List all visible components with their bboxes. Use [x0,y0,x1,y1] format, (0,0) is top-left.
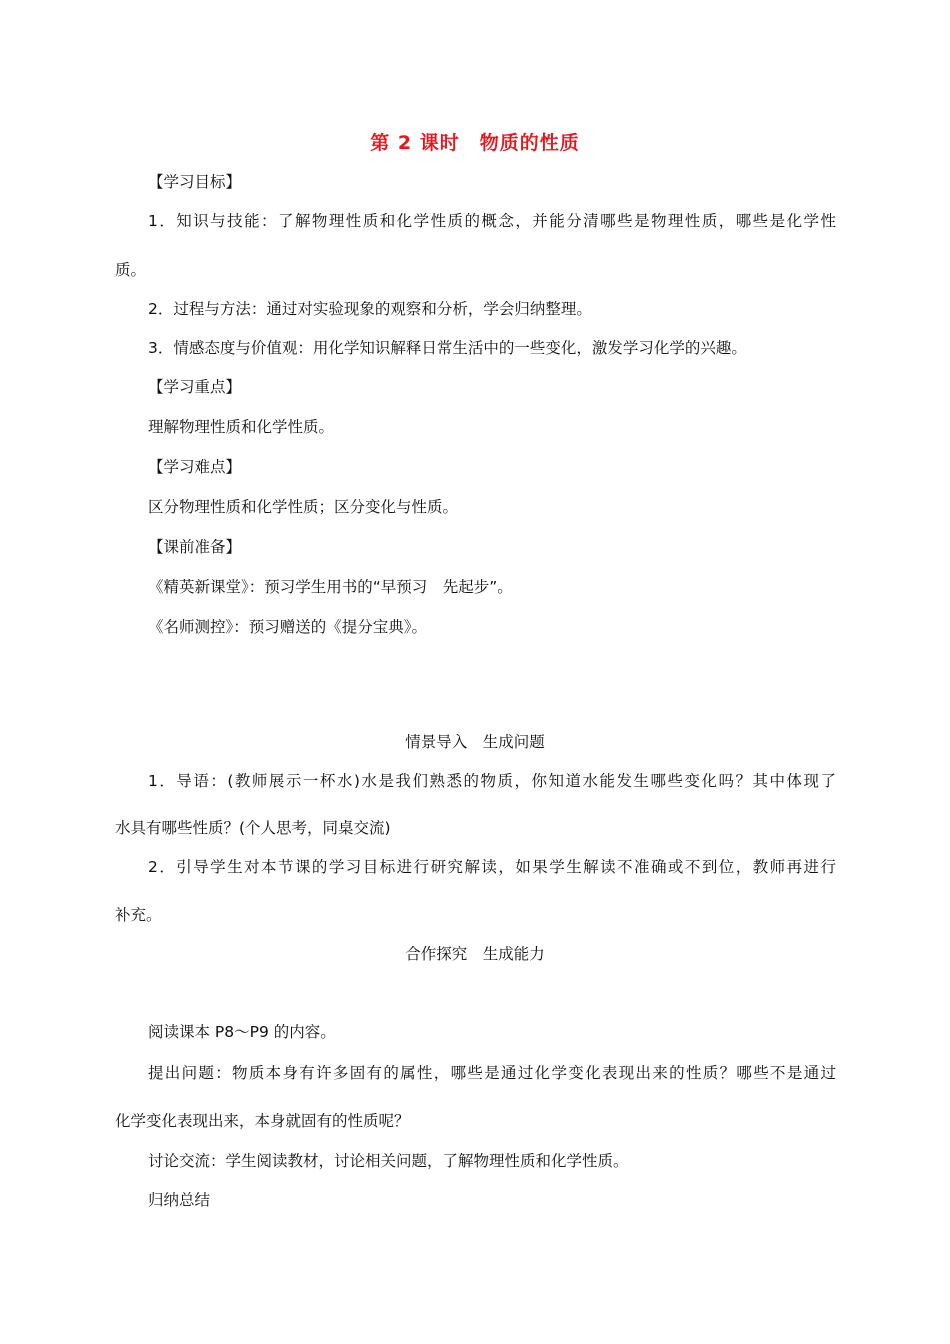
explore-reading: 阅读课本 P8～P9 的内容。 [148,1023,336,1041]
intro-item-2-line-1: 2．引导学生对本节课的学习目标进行研究解读，如果学生解读不准确或不到位，教师再进行 [148,858,836,876]
intro-item-1-line-1: 1．导语：(教师展示一杯水)水是我们熟悉的物质，你知道水能发生哪些变化吗？其中体现了 [148,772,836,790]
objective-2: 2．过程与方法：通过对实验现象的观察和分析，学会归纳整理。 [148,300,592,318]
explore-heading: 合作探究 生成能力 [405,945,545,963]
preparation-heading: 【课前准备】 [148,538,242,556]
preparation-line-1: 《精英新课堂》：预习学生用书的“早预习 先起步”。 [148,578,513,596]
explore-summary: 归纳总结 [148,1191,211,1209]
difficulties-heading: 【学习难点】 [148,458,242,476]
page-title: 第 2 课时 物质的性质 [370,132,580,154]
key-points-heading: 【学习重点】 [148,378,242,396]
key-points-text: 理解物理性质和化学性质。 [148,418,335,436]
explore-question-line-1: 提出问题：物质本身有许多固有的属性，哪些是通过化学变化表现出来的性质？哪些不是通过 [148,1064,836,1082]
explore-discussion: 讨论交流：学生阅读教材，讨论相关问题，了解物理性质和化学性质。 [148,1152,629,1170]
objective-1-line-2: 质。 [115,261,147,279]
explore-question-line-2: 化学变化表现出来，本身就固有的性质呢？ [115,1112,410,1130]
difficulties-text: 区分物理性质和化学性质；区分变化与性质。 [148,498,459,516]
preparation-line-2: 《名师测控》：预习赠送的《提分宝典》。 [148,618,428,636]
intro-heading: 情景导入 生成问题 [405,733,545,751]
objective-1-line-1: 1．知识与技能：了解物理性质和化学性质的概念，并能分清哪些是物理性质，哪些是化学性 [148,212,836,230]
objective-3: 3．情感态度与价值观：用化学知识解释日常生活中的一些变化，激发学习化学的兴趣。 [148,339,747,357]
intro-item-1-line-2: 水具有哪些性质？(个人思考，同桌交流) [115,819,391,837]
objectives-heading: 【学习目标】 [148,173,242,191]
intro-item-2-line-2: 补充。 [115,906,162,924]
